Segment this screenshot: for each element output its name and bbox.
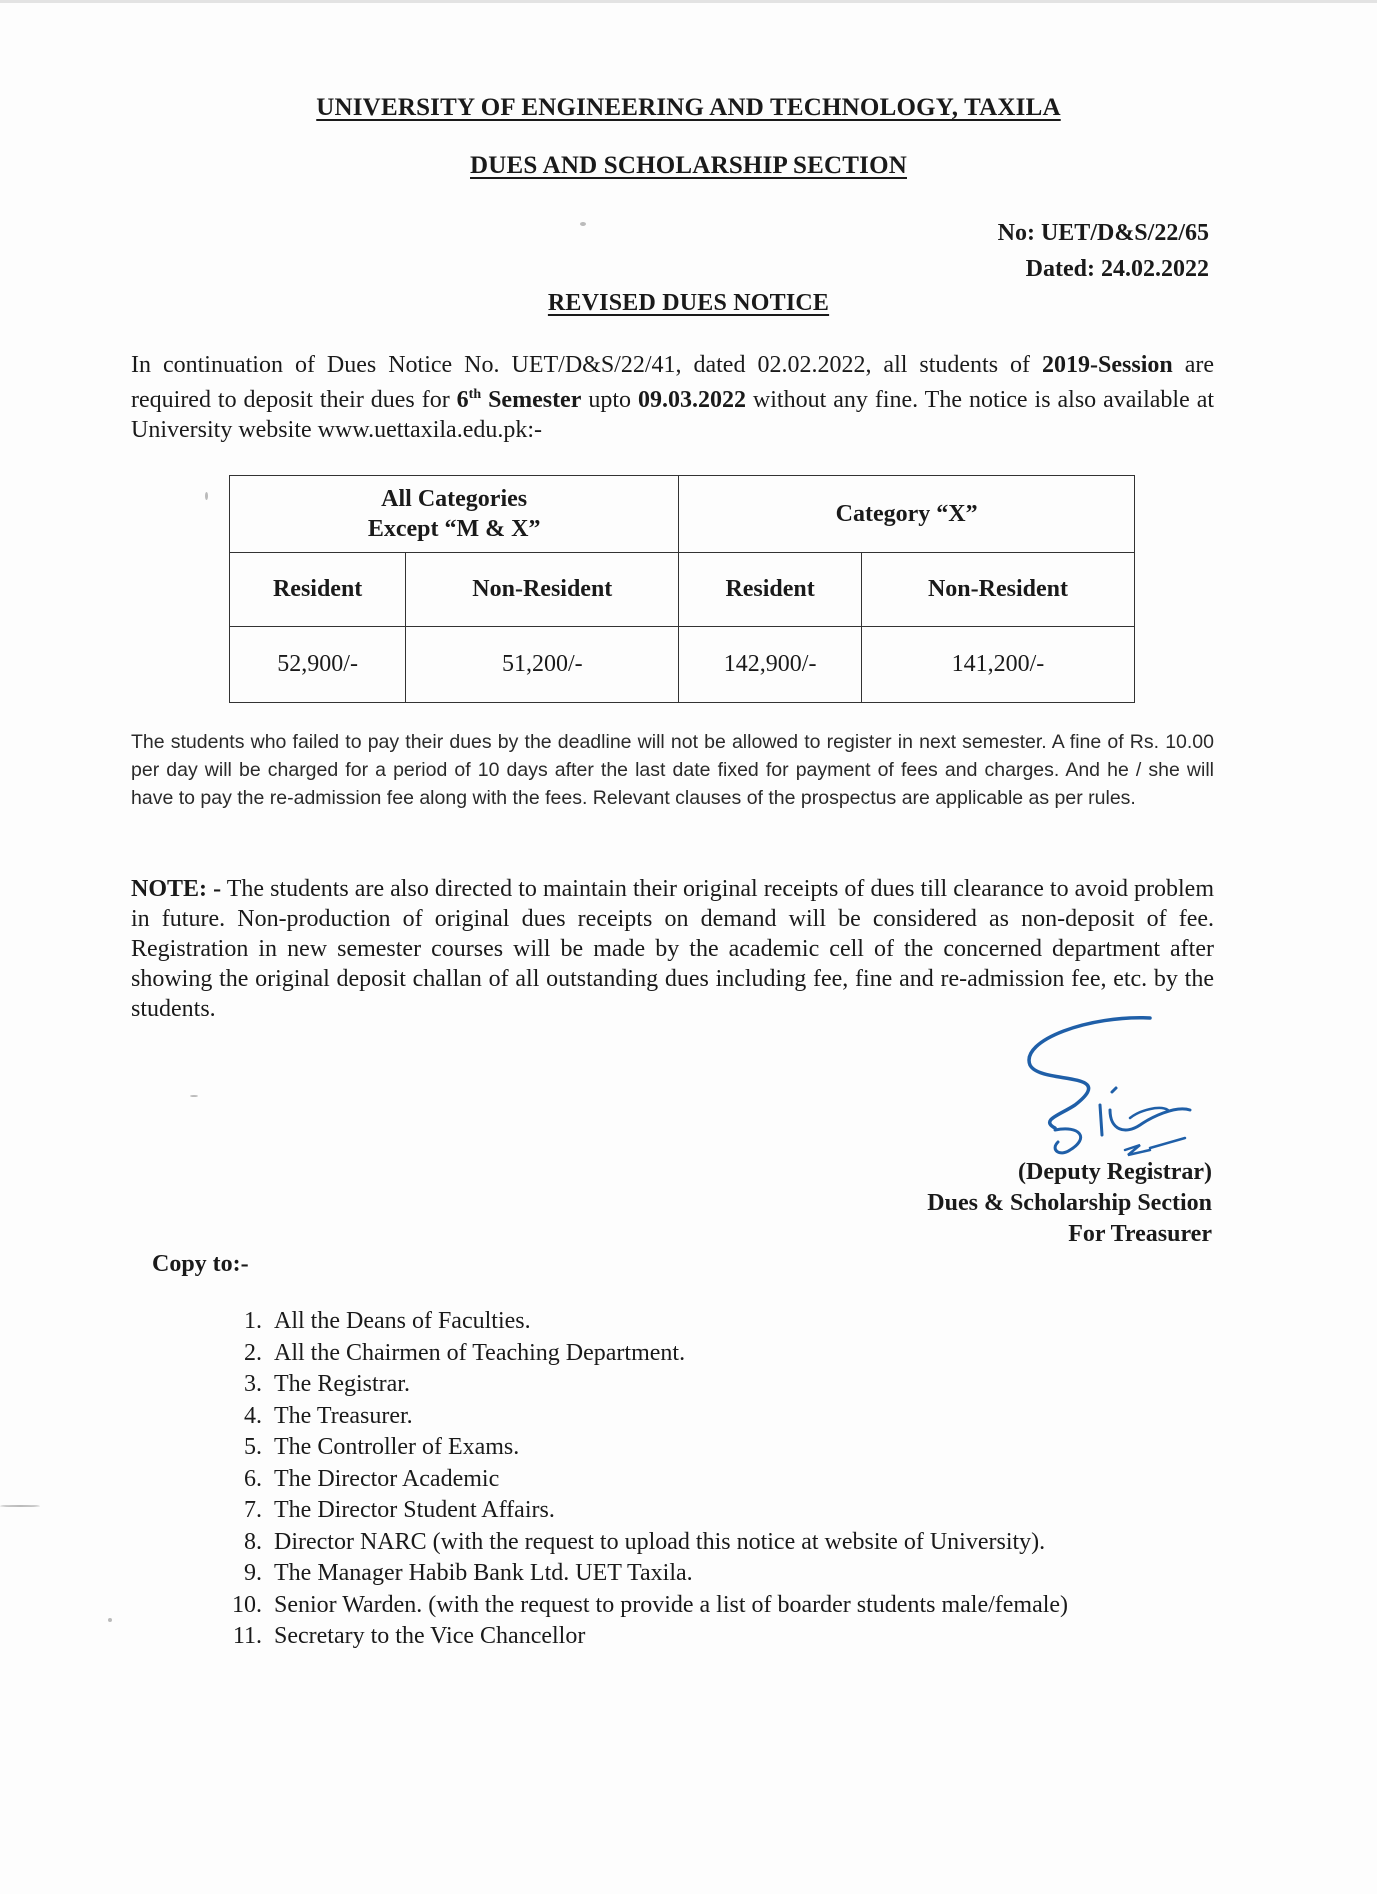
rules-paragraph: The students who failed to pay their dues by the deadline will not be allowed to register in next semester. A fine of Rs. 10.00 per day will be charged for a period of 10 days after the last date fixed for payment of fees and charges. And he / she will have to pay the re-admission fee along with the fees. Relevant clauses of the prospectus are applicable as per rules. — [131, 731, 1214, 809]
list-item-text: All the Chairmen of Teaching Department. — [274, 1339, 686, 1366]
table-header-cell: Resident — [230, 553, 406, 627]
list-item-text: Secretary to the Vice Chancellor — [274, 1623, 586, 1649]
list-item-text: The Treasurer. — [274, 1402, 413, 1429]
signature-scribble — [1000, 1010, 1200, 1170]
table-group-header-row — [230, 476, 1135, 553]
intro-text-4: without any fine. The notice is also available at University website www.uettaxila.edu.pk:- — [131, 387, 1215, 443]
list-item-text: The Manager Habib Bank Ltd. UET Taxila. — [274, 1560, 693, 1586]
university-heading: UNIVERSITY OF ENGINEERING AND TECHNOLOGY, TAXILA — [316, 94, 1061, 121]
list-item-number: 9. — [244, 1560, 262, 1586]
list-item-number: 8. — [244, 1528, 262, 1555]
table-group-category-x: Category “X” — [679, 476, 1135, 553]
table-cell: 51,200/- — [406, 627, 679, 703]
list-item-number: 1. — [244, 1308, 262, 1334]
list-item — [217, 1621, 1068, 1653]
table-cell: 141,200/- — [861, 627, 1134, 703]
intro-paragraph — [131, 350, 1214, 445]
list-item — [217, 1338, 1068, 1370]
list-item-number: 5. — [244, 1434, 262, 1460]
list-item-text: The Registrar. — [274, 1371, 410, 1397]
list-item-text: The Director Student Affairs. — [274, 1497, 555, 1523]
list-item-number: 2. — [244, 1339, 262, 1366]
dues-table — [229, 475, 1135, 703]
section-heading: DUES AND SCHOLARSHIP SECTION — [470, 152, 907, 179]
list-item-text: Director NARC (with the request to upload this notice at website of University). — [274, 1528, 1046, 1555]
list-item — [217, 1527, 1068, 1559]
reference-date: Dated: 24.02.2022 — [1025, 256, 1209, 282]
notice-title: REVISED DUES NOTICE — [547, 290, 830, 316]
list-item — [217, 1401, 1068, 1433]
table-cell: 142,900/- — [679, 627, 862, 703]
list-item-text: The Controller of Exams. — [274, 1434, 520, 1460]
list-item-number: 3. — [244, 1371, 262, 1397]
list-item — [217, 1558, 1068, 1590]
signature-title: (Deputy Registrar) — [1018, 1159, 1212, 1185]
intro-semester: 6th Semester — [456, 387, 582, 413]
intro-text-1: In continuation of Dues Notice No. UET/D&S/22/41, dated 02.02.2022, all students of — [131, 352, 1043, 378]
scan-speck — [580, 222, 586, 226]
table-row — [230, 627, 1135, 703]
list-item-text: The Director Academic — [274, 1465, 500, 1492]
intro-session: 2019-Session — [1042, 352, 1173, 378]
signature-section: Dues & Scholarship Section — [927, 1190, 1212, 1216]
list-item — [217, 1369, 1068, 1401]
signature-block — [927, 1157, 1212, 1250]
table-group-all-categories: All Categories Except “M & X” — [230, 476, 679, 553]
list-item-text: All the Deans of Faculties. — [274, 1308, 531, 1334]
list-item — [217, 1495, 1068, 1527]
reference-number: No: UET/D&S/22/65 — [997, 220, 1209, 246]
note-paragraph — [131, 874, 1214, 1024]
list-item-number: 11. — [232, 1623, 262, 1649]
list-item-number: 7. — [244, 1497, 262, 1523]
list-item-number: 6. — [244, 1465, 262, 1492]
scan-speck — [0, 1505, 40, 1507]
list-item — [217, 1306, 1068, 1338]
list-item — [217, 1432, 1068, 1464]
scan-speck — [190, 1095, 198, 1097]
table-header-cell: Non-Resident — [406, 553, 679, 627]
note-text: The students are also directed to maintain their original receipts of dues till clearance to avoid problem in future. Non-production of original dues receipts on demand will be considered as non-deposit of fee. Registration in new semester courses will be made by the academic cell of the concerned department after showing the original deposit challan of all outstanding dues including fee, fine and re-admission fee, etc. by the students. — [131, 876, 1214, 1022]
page-top-edge — [0, 0, 1377, 3]
table-header-cell: Resident — [679, 553, 862, 627]
list-item-number: 10. — [232, 1591, 262, 1618]
copy-to-list — [217, 1306, 1068, 1653]
list-item-text: Senior Warden. (with the request to provide a list of boarder students male/female) — [274, 1591, 1069, 1618]
table-cell: 52,900/- — [230, 627, 406, 703]
signature-for: For Treasurer — [1068, 1221, 1212, 1247]
list-item — [217, 1464, 1068, 1496]
intro-text-3: upto — [581, 387, 638, 413]
scan-speck — [205, 492, 208, 500]
table-column-header-row — [230, 553, 1135, 627]
scan-speck — [108, 1618, 112, 1622]
copy-to-label: Copy to:- — [152, 1251, 249, 1277]
intro-deadline: 09.03.2022 — [637, 387, 746, 413]
intro-text-2: are required to deposit their dues for — [131, 352, 1214, 413]
list-item — [217, 1590, 1068, 1622]
table-header-cell: Non-Resident — [861, 553, 1134, 627]
note-label: NOTE: - — [131, 876, 222, 902]
list-item-number: 4. — [244, 1402, 262, 1429]
